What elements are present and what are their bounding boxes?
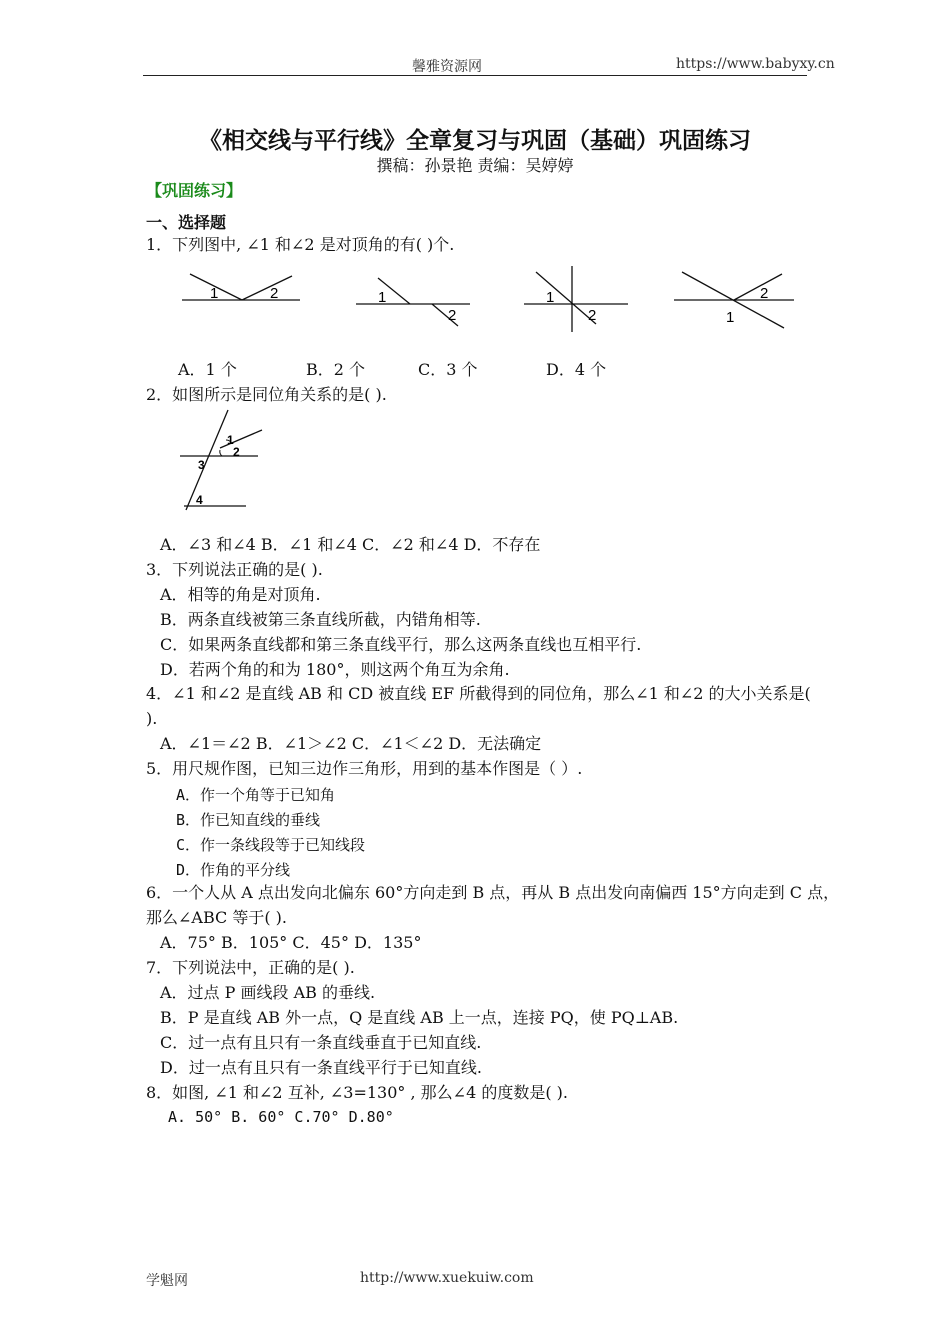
q2-figure — [170, 406, 280, 518]
q5-option-d: D．作角的平分线 — [176, 861, 291, 879]
q3-option-b: B．两条直线被第三条直线所截，内错角相等. — [160, 610, 481, 629]
q7-option-b: B．P 是直线 AB 外一点，Q 是直线 AB 上一点，连接 PQ，使 PQ⊥AB. — [160, 1008, 679, 1027]
q8-options: A. 50° B. 60° C.70° D.80° — [168, 1108, 394, 1126]
q6-options: A．75° B．105° C．45° D．135° — [160, 933, 422, 952]
q7-option-d: D．过一点有且只有一条直线平行于已知直线. — [160, 1058, 482, 1077]
q4-stem-line2: ). — [146, 709, 158, 728]
q6-stem-line2: 那么∠ABC 等于( ). — [146, 908, 288, 927]
q7-option-a: A．过点 P 画线段 AB 的垂线. — [160, 983, 376, 1002]
q7-option-c: C．过一点有且只有一条直线垂直于已知直线. — [160, 1033, 482, 1052]
q2-options: A．∠3 和∠4 B．∠1 和∠4 C．∠2 和∠4 D．不存在 — [160, 535, 541, 554]
q3-option-d: D．若两个角的和为 180°，则这两个角互为余角. — [160, 660, 510, 679]
q5-option-c: C．作一条线段等于已知线段 — [176, 836, 366, 854]
q3-option-c: C．如果两条直线都和第三条直线平行，那么这两条直线也互相平行. — [160, 635, 642, 654]
q1-figure-a — [182, 274, 300, 302]
q5-stem: 5．用尺规作图，已知三边作三角形，用到的基本作图是（ ）. — [146, 759, 583, 778]
q1-b-label-1: 1 — [378, 289, 387, 306]
q2-label-4: 4 — [196, 493, 203, 507]
page-title: 《相交线与平行线》全章复习与巩固（基础）巩固练习 — [199, 128, 751, 154]
q1-stem: 1．下列图中, ∠1 和∠2 是对顶角的有( )个. — [146, 235, 455, 254]
q2-label-1: 1 — [227, 433, 234, 447]
q1-option-b: B．2 个 — [306, 360, 366, 379]
header-site-url[interactable]: https://www.babyxy.cn — [676, 56, 835, 72]
footer-url[interactable]: http://www.xuekuiw.com — [360, 1270, 534, 1286]
author-line: 撰稿：孙景艳 责编：吴婷婷 — [376, 156, 574, 175]
footer-site-name: 学魁网 — [146, 1273, 188, 1289]
q1-b-label-2: 2 — [448, 307, 457, 324]
q1-option-d: D．4 个 — [546, 360, 607, 379]
q2-stem: 2．如图所示是同位角关系的是( ). — [146, 385, 387, 404]
q1-d-label-1: 1 — [726, 309, 735, 326]
q5-option-b: B．作已知直线的垂线 — [176, 811, 321, 829]
q1-a-label-2: 2 — [270, 285, 279, 302]
q4-options: A．∠1＝∠2 B．∠1＞∠2 C．∠1＜∠2 D．无法确定 — [160, 734, 542, 753]
section-label: 【巩固练习】 — [146, 181, 243, 200]
q1-c-label-1: 1 — [546, 289, 555, 306]
q1-figure-b — [356, 278, 470, 326]
q1-figure-d — [674, 272, 794, 328]
q5-option-a: A．作一个角等于已知角 — [176, 786, 336, 804]
q3-option-a: A．相等的角是对顶角. — [160, 585, 321, 604]
q2-label-2: 2 — [233, 445, 240, 459]
header-rule — [143, 75, 807, 76]
q1-c-label-2: 2 — [588, 307, 597, 324]
q7-stem: 7．下列说法中，正确的是( ). — [146, 958, 355, 977]
q3-stem: 3．下列说法正确的是( ). — [146, 560, 323, 579]
q1-a-label-1: 1 — [210, 285, 219, 302]
q8-stem: 8．如图, ∠1 和∠2 互补, ∠3=130° , 那么∠4 的度数是( ). — [146, 1083, 568, 1102]
q1-option-c: C．3 个 — [418, 360, 478, 379]
q1-option-a: A．1 个 — [178, 360, 237, 379]
q1-figure-c — [524, 266, 628, 332]
part-heading: 一、选择题 — [146, 213, 227, 232]
q1-figures — [170, 262, 820, 337]
q1-d-label-2: 2 — [760, 285, 769, 302]
header-site-name: 馨雅资源网 — [412, 59, 482, 75]
q4-stem-line1: 4．∠1 和∠2 是直线 AB 和 CD 被直线 EF 所截得到的同位角，那么∠1 和∠2 的大小关系是( — [146, 684, 811, 703]
q6-stem-line1: 6．一个人从 A 点出发向北偏东 60°方向走到 B 点，再从 B 点出发向南偏西 15°方向走到 C 点， — [146, 883, 840, 902]
q2-label-3: 3 — [198, 458, 205, 472]
